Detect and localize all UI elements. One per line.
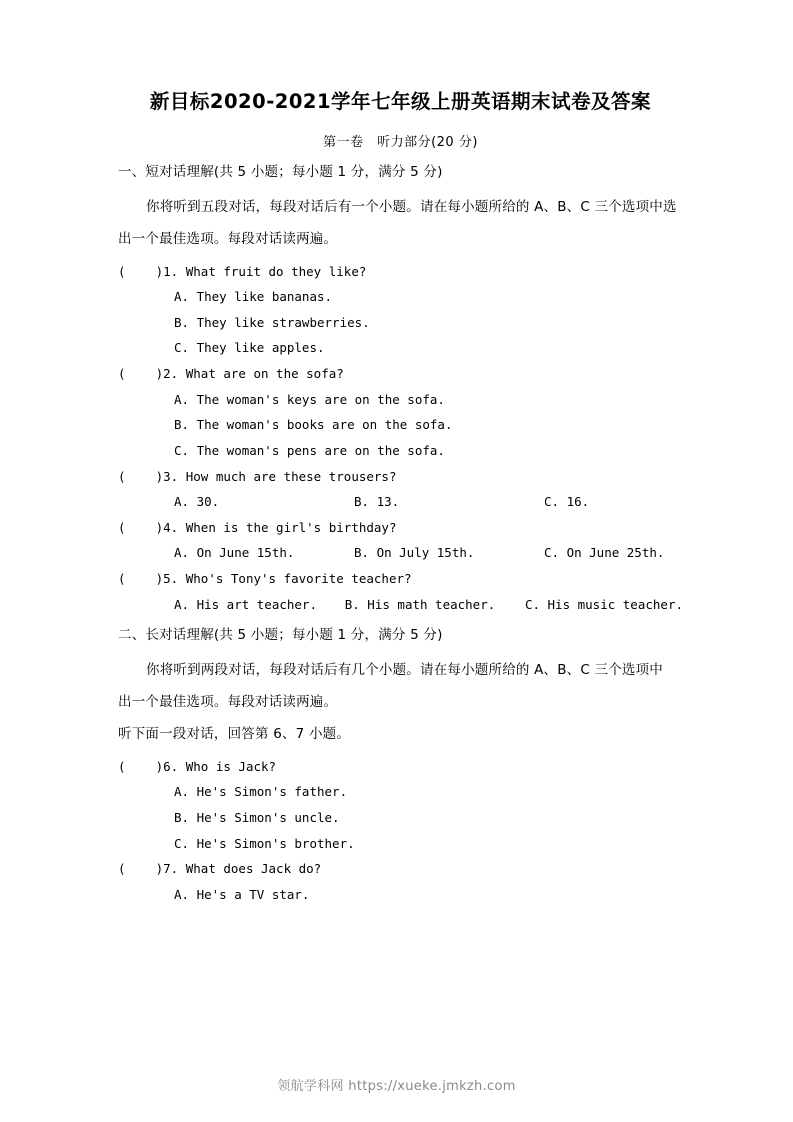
- question-number: 6.: [163, 758, 179, 774]
- option-row: [118, 592, 683, 618]
- page-footer: [0, 1075, 793, 1094]
- question-number: 3.: [163, 468, 179, 484]
- question-number: 1.: [163, 263, 179, 279]
- option-item[interactable]: B. His math teacher.: [344, 596, 496, 612]
- option-item[interactable]: A. The woman's keys are on the sofa.: [174, 391, 445, 407]
- question-line: [118, 754, 683, 780]
- section-instruction-2c: 听下面一段对话，回答第 6、7 小题。: [118, 726, 351, 743]
- question-stem: What are on the sofa?: [185, 366, 344, 382]
- question-line: [118, 856, 683, 882]
- option-row: [118, 489, 683, 515]
- answer-blank[interactable]: ( ): [118, 571, 164, 587]
- question-stem: What fruit do they like?: [185, 263, 367, 279]
- question-stem: Who is Jack?: [185, 758, 277, 774]
- option-item[interactable]: C. On June 25th.: [544, 545, 665, 561]
- question-line: [118, 566, 683, 592]
- question-stem: What does Jack do?: [185, 861, 322, 877]
- option-item[interactable]: A. His art teacher.: [174, 596, 317, 612]
- option-item[interactable]: C. He's Simon's brother.: [174, 835, 355, 851]
- option-item[interactable]: C. 16.: [544, 494, 590, 510]
- question-number: 7.: [163, 861, 179, 877]
- section-instruction-2b: 出一个最佳选项。每段对话读两遍。: [118, 694, 338, 711]
- option-item[interactable]: A. On June 15th.: [174, 545, 295, 561]
- answer-blank[interactable]: ( ): [118, 366, 164, 382]
- question-line: [118, 464, 683, 490]
- option-item[interactable]: C. His music teacher.: [524, 596, 683, 612]
- answer-blank[interactable]: ( ): [118, 263, 164, 279]
- option-item[interactable]: C. The woman's pens are on the sofa.: [174, 442, 445, 458]
- site-brand: 领航学科网: [277, 1079, 344, 1094]
- option-item[interactable]: A. 30.: [174, 494, 220, 510]
- option-item[interactable]: B. On July 15th.: [354, 545, 475, 561]
- section-instruction-1a: 你将听到五段对话，每段对话后有一个小题。请在每小题所给的 A、B、C 三个选项中选: [146, 198, 677, 215]
- section-heading-1: 一、短对话理解(共 5 小题；每小题 1 分，满分 5 分): [118, 164, 443, 181]
- question-stem: Who's Tony's favorite teacher?: [185, 571, 412, 587]
- page-title: 新目标2020-2021学年七年级上册英语期末试卷及答案: [149, 90, 652, 113]
- option-item[interactable]: B. 13.: [354, 494, 400, 510]
- answer-blank[interactable]: ( ): [118, 758, 164, 774]
- question-line: [118, 361, 683, 387]
- option-item[interactable]: B. They like strawberries.: [174, 314, 370, 330]
- answer-blank[interactable]: ( ): [118, 468, 164, 484]
- option-item[interactable]: B. He's Simon's uncle.: [174, 810, 340, 826]
- question-stem: When is the girl's birthday?: [185, 519, 397, 535]
- option-item[interactable]: A. They like bananas.: [174, 289, 333, 305]
- option-item[interactable]: A. He's a TV star.: [174, 886, 310, 902]
- option-item[interactable]: A. He's Simon's father.: [174, 784, 348, 800]
- section-instruction-2a: 你将听到两段对话，每段对话后有几个小题。请在每小题所给的 A、B、C 三个选项中: [146, 661, 664, 678]
- option-item[interactable]: C. They like apples.: [174, 340, 325, 356]
- question-number: 2.: [163, 366, 179, 382]
- question-line: [118, 259, 683, 285]
- section-heading-2: 二、长对话理解(共 5 小题；每小题 1 分，满分 5 分): [118, 627, 443, 644]
- answer-blank[interactable]: ( ): [118, 861, 164, 877]
- site-url: https://xueke.jmkzh.com: [348, 1079, 516, 1094]
- answer-blank[interactable]: ( ): [118, 519, 164, 535]
- section-instruction-1b: 出一个最佳选项。每段对话读两遍。: [118, 231, 338, 248]
- question-number: 5.: [163, 571, 179, 587]
- option-row: [118, 540, 683, 566]
- option-item[interactable]: B. The woman's books are on the sofa.: [174, 417, 453, 433]
- question-number: 4.: [163, 519, 179, 535]
- question-line: [118, 515, 683, 541]
- question-stem: How much are these trousers?: [185, 468, 397, 484]
- paper-part-subtitle: 第一卷 听力部分(20 分): [323, 135, 478, 151]
